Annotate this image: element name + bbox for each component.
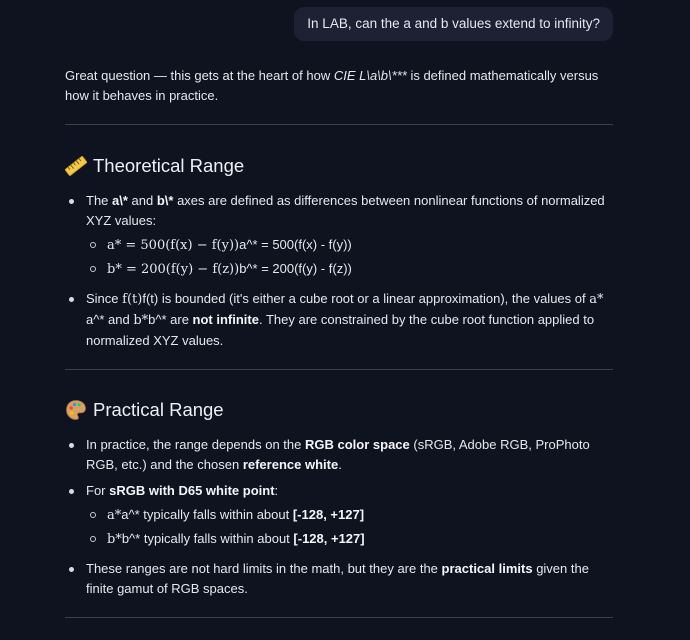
list-item [65,191,613,281]
range-a-rendered: a* [107,508,122,523]
bold-not-infinite: not infinite [192,312,259,327]
text: : [274,483,279,498]
list-item [65,559,613,599]
section-divider [65,369,613,370]
section-divider [65,617,613,618]
text: is bounded (it's either a cube root or a linear approximation), the values of [158,291,590,306]
text: typically falls within about [140,531,294,546]
list-item [65,481,613,551]
math-f-rendered: f(t) [122,292,143,307]
intro-emphasis: CIE L\a\b\*** [333,68,407,83]
text: For [86,483,110,498]
bold-srgb-d65: sRGB with D65 white point [109,483,275,498]
formula-b-raw: b^* = 200(f(y) - f(z)) [239,261,352,276]
intro-text-start: Great question — this gets at the heart of how [65,68,334,83]
math-a-raw: a^* [86,312,105,327]
intro-text-end: is defined mathematically versus how it behaves in practice. [65,68,599,103]
math-b-raw: b^* [148,312,167,327]
reply-intro [65,66,613,106]
text: In practice, the range depends on the [86,437,305,452]
artist-palette-icon [65,399,87,421]
range-a [86,503,613,527]
range-b-value: [-128, +127] [293,531,365,546]
range-b [86,527,613,551]
text: axes are defined as differences between nonlinear functions of normalized XYZ values: [86,193,605,228]
theoretical-range-title: Theoretical Range [93,155,245,176]
list-item [65,435,613,475]
math-f-raw: f(t) [142,291,159,306]
user-message-bubble: In LAB, can the a and b values extend to infinity? [294,7,613,41]
user-message-row [294,7,613,41]
straight-ruler-icon [65,155,87,177]
range-a-value: [-128, +127] [292,507,365,522]
srgb-range-list [86,503,613,551]
text: and [104,312,134,327]
theoretical-range-heading [65,153,613,179]
bold-a: a\* [112,193,128,208]
section-divider [65,124,613,125]
text: . They are constrained by the cube root function applied to normalized XYZ values. [86,312,595,348]
text: These ranges are not hard limits in the math, but they are the [86,561,442,576]
bold-practical-limits: practical limits [441,561,533,576]
practical-range-title: Practical Range [93,399,224,420]
range-a-raw: a^* [121,507,140,522]
text: are [166,312,193,327]
formula-a-raw: a^* = 500(f(x) - f(y)) [239,237,352,252]
text: (sRGB, Adobe RGB, ProPhoto RGB, etc.) and the chosen [86,437,590,472]
formula-b [86,257,613,281]
text: The [86,193,113,208]
practical-list [65,435,613,599]
bold-rgb-color-space: RGB color space [305,437,410,452]
text: and [127,193,157,208]
range-b-rendered: b* [107,532,122,547]
math-b-rendered: b* [133,313,149,328]
formula-list [86,233,613,281]
range-b-raw: b^* [121,531,141,546]
theoretical-list [65,191,613,351]
formula-b-rendered: b* = 200(f(y) − f(z)) [107,262,240,277]
practical-range-heading [65,397,613,423]
bold-reference-white: reference white [242,457,339,472]
formula-a-rendered: a* = 500(f(x) − f(y)) [107,238,240,253]
text: Since [86,291,123,306]
text: given the finite gamut of RGB spaces. [86,561,589,596]
formula-a [86,233,613,257]
text: . [338,457,342,472]
list-item [65,289,613,351]
bold-b: b\* [156,193,174,208]
math-a-rendered: a* [589,292,604,307]
text: typically falls within about [139,507,293,522]
assistant-reply [65,66,613,618]
